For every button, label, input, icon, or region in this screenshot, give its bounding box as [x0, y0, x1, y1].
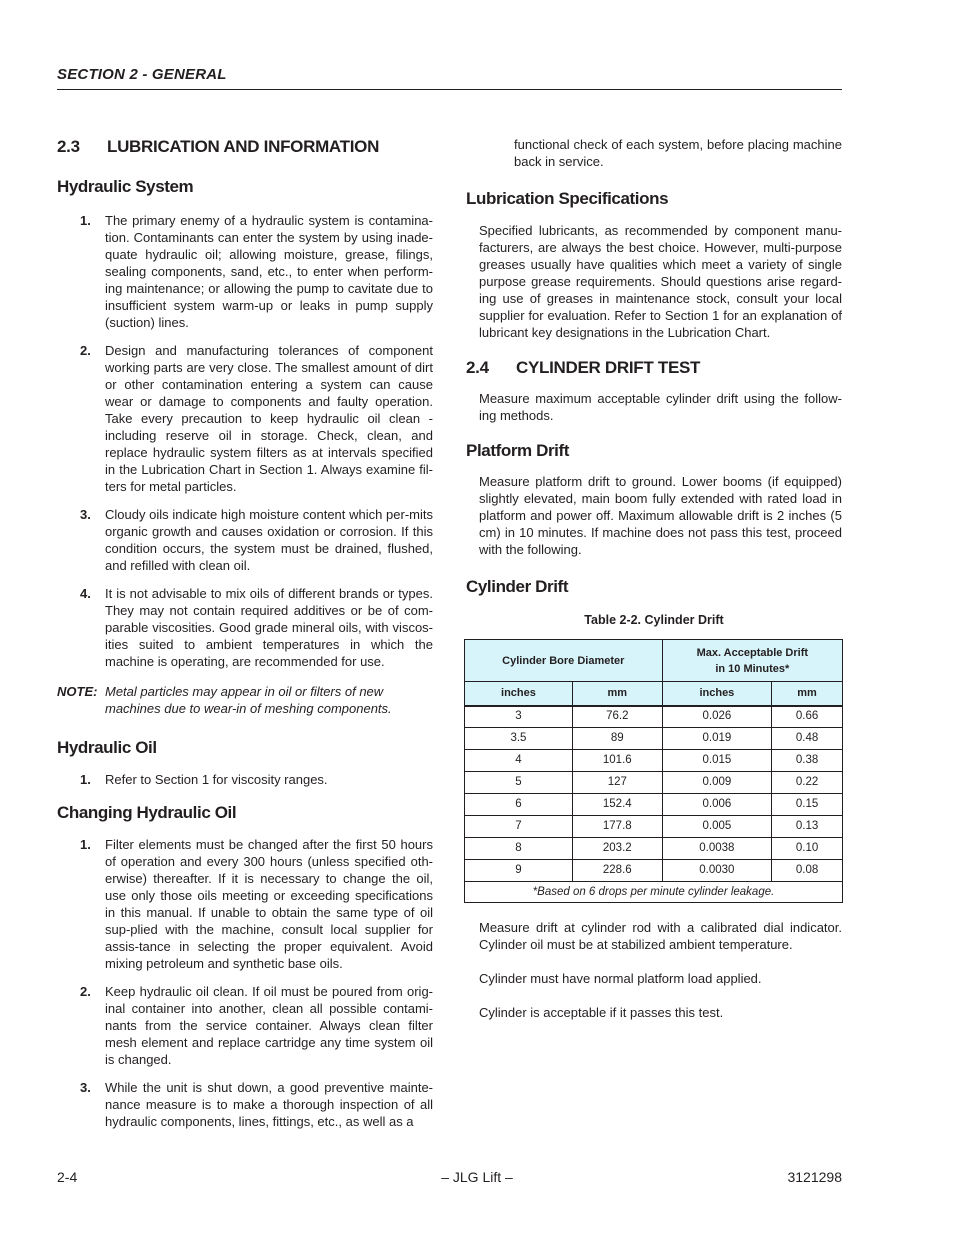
- cylinder-drift-table: [464, 639, 843, 903]
- column-header: mm: [772, 682, 843, 706]
- list-item: [57, 585, 433, 670]
- cylinder-drift-paragraph: Measure drift at cylinder rod with a calibrated dial indicator. Cylinder oil must be at stabilized ambient temperature.: [479, 920, 842, 952]
- table-cell: 0.0030: [662, 860, 772, 882]
- item-text: While the unit is shut down, a good preventive mainte-nance measure is to make a thorough inspection of all hydraulic components, lines, fittings, etc., as well as a: [105, 1080, 433, 1129]
- section-title: CYLINDER DRIFT TEST: [516, 358, 701, 377]
- section-title: LUBRICATION AND INFORMATION: [107, 137, 380, 156]
- item-text: Design and manufacturing tolerances of component working parts are very close. The smallest amount of dirt or other contamination entering a system can cause wear or damage to components and faulty operation. Take every precaution to keep hydraulic oil clean - including reserve oil in storage. Check, clean, and replace hydraulic system filters as at intervals specified in the Lubrication Chart in Section 1. Always examine fil-ters for metal particles.: [105, 343, 433, 494]
- platform-drift-heading: Platform Drift: [466, 441, 570, 460]
- table-cell: 3.5: [465, 728, 573, 750]
- table-cell: 0.66: [772, 706, 843, 728]
- table-cell: 0.005: [662, 816, 772, 838]
- section-2-3-heading: [57, 136, 433, 158]
- item-number: 1.: [80, 837, 91, 852]
- column-header: mm: [572, 682, 662, 706]
- section-2-4-heading: [466, 357, 842, 379]
- table-row: [465, 816, 843, 838]
- table-cell: 7: [465, 816, 573, 838]
- table-cell: 203.2: [572, 838, 662, 860]
- item-number: 1.: [80, 213, 91, 228]
- cylinder-drift-heading: Cylinder Drift: [466, 577, 569, 596]
- page-number: 2-4: [57, 1169, 78, 1185]
- item-text: Refer to Section 1 for viscosity ranges.: [105, 772, 328, 787]
- list-item: [57, 212, 433, 331]
- right-column: [466, 136, 842, 1021]
- item-number: 2.: [80, 343, 91, 358]
- table-cell: 0.48: [772, 728, 843, 750]
- list-item: [57, 983, 433, 1068]
- table-row: [465, 794, 843, 816]
- table-cell: 0.10: [772, 838, 843, 860]
- table-row: [465, 728, 843, 750]
- item-number: 2.: [80, 984, 91, 999]
- table-cell: 6: [465, 794, 573, 816]
- table-cell: 0.13: [772, 816, 843, 838]
- table-cell: 3: [465, 706, 573, 728]
- table-cell: 0.019: [662, 728, 772, 750]
- table-cell: 0.38: [772, 750, 843, 772]
- table-footnote: *Based on 6 drops per minute cylinder leakage.: [465, 882, 843, 903]
- note-label: NOTE:: [57, 684, 98, 699]
- list-item: [57, 836, 433, 972]
- item-text: Filter elements must be changed after the first 50 hours of operation and every 300 hours (unless specified oth-erwise) thereafter. If it is necessary to change the oil, use only those oils meeting or exceeding specifications in this manual. If unable to obtain the same type of oil sup-plied with the machine, consult local supplier for assis-tance in selecting the proper equivalent. Avoid mixing petroleum and synthetic base oils.: [105, 837, 433, 971]
- header-rule: [57, 89, 842, 90]
- footer-brand: – JLG Lift –: [441, 1169, 513, 1185]
- list-item: [57, 506, 433, 574]
- lubrication-specifications-heading: Lubrication Specifications: [466, 189, 669, 208]
- platform-drift-text: Measure platform drift to ground. Lower booms (if equipped) slightly elevated, main boom fully extended with rated load in platform and power off. Maximum allowable drift is 2 inches (5 cm) in 10 minutes. If machine does not pass this test, proceed with the following.: [479, 474, 842, 557]
- max-drift-header: [662, 640, 842, 682]
- continued-text: functional check of each system, before placing machine back in service.: [514, 137, 842, 169]
- table-row: [465, 750, 843, 772]
- table-cell: 0.0038: [662, 838, 772, 860]
- table-cell: 0.22: [772, 772, 843, 794]
- table-footnote-row: [465, 882, 843, 903]
- max-drift-header-line1: Max. Acceptable Drift: [696, 646, 809, 659]
- item-text: It is not advisable to mix oils of different brands or types. They may not contain required additives or be of com-parable viscosities. Good grade mineral oils, with viscos-ities suited to ambient temperatures in which the machine is operating, are recommended for use.: [105, 586, 433, 669]
- table-cell: 0.015: [662, 750, 772, 772]
- hydraulic-oil-heading: Hydraulic Oil: [57, 738, 157, 757]
- hydraulic-system-heading: Hydraulic System: [57, 177, 194, 196]
- max-drift-header-line2: in 10 Minutes*: [715, 662, 790, 675]
- lubrication-specifications-text: Specified lubricants, as recommended by component manu-facturers, are always the best choice. However, multi-purpose greases usually have qualities which meet a variety of single purpose grease requirements. Should questions arise regard-ing use of greases in maintenance stock, consult your local supplier for evaluation. Refer to Section 1 for an explanation of lubricant key designations in the Lubrication Chart.: [479, 223, 842, 340]
- table-cell: 8: [465, 838, 573, 860]
- table-cell: 0.006: [662, 794, 772, 816]
- table-cell: 0.15: [772, 794, 843, 816]
- item-text: The primary enemy of a hydraulic system is contamina-tion. Contaminants can enter the system by using inade-quate hydraulic oil; allowing moisture, grease, filings, sealing components, sand, etc., to enter when perform-ing maintenance; or allowing the pump to cavitate due to insufficient system warm-up or leaks in pump supply (suction) lines.: [105, 213, 433, 330]
- list-item: [57, 771, 433, 788]
- table-cell: 101.6: [572, 750, 662, 772]
- table-cell: 5: [465, 772, 573, 794]
- table-caption: Table 2-2. Cylinder Drift: [584, 613, 724, 627]
- table-row: [465, 860, 843, 882]
- item-number: 3.: [80, 507, 91, 522]
- table-cell: 9: [465, 860, 573, 882]
- note: [57, 683, 433, 717]
- table-cell: 0.026: [662, 706, 772, 728]
- item-number: 1.: [80, 772, 91, 787]
- table-cell: 89: [572, 728, 662, 750]
- table-header-row: [465, 640, 843, 682]
- item-number: 4.: [80, 586, 91, 601]
- list-item: [57, 342, 433, 495]
- table-cell: 0.08: [772, 860, 843, 882]
- changing-hydraulic-oil-heading: Changing Hydraulic Oil: [57, 803, 237, 822]
- section-number: 2.4: [466, 358, 489, 377]
- cylinder-drift-intro: Measure maximum acceptable cylinder drift using the follow-ing methods.: [479, 391, 842, 423]
- document-number: 3121298: [787, 1169, 842, 1185]
- table-cell: 152.4: [572, 794, 662, 816]
- table-row: [465, 706, 843, 728]
- table-cell: 4: [465, 750, 573, 772]
- table-cell: 76.2: [572, 706, 662, 728]
- item-text: Cloudy oils indicate high moisture content which per-mits organic growth and causes oxidation or corrosion. If this condition occurs, the system must be drained, flushed, and refilled with clean oil.: [105, 507, 433, 573]
- section-number: 2.3: [57, 137, 80, 156]
- section-header: SECTION 2 - GENERAL: [57, 66, 227, 83]
- column-header: inches: [662, 682, 772, 706]
- cylinder-drift-paragraph: Cylinder must have normal platform load applied.: [479, 971, 762, 986]
- table-cell: 0.009: [662, 772, 772, 794]
- cylinder-drift-paragraph: Cylinder is acceptable if it passes this test.: [479, 1005, 724, 1020]
- table-cell: 228.6: [572, 860, 662, 882]
- bore-diameter-header: Cylinder Bore Diameter: [465, 640, 663, 682]
- table-row: [465, 772, 843, 794]
- list-item: [57, 1079, 433, 1130]
- table-cell: 127: [572, 772, 662, 794]
- item-text: Keep hydraulic oil clean. If oil must be poured from orig-inal container into another, clean all possible contami-nants from the service container. Always clean filter mesh element and replace cartridge any time system oil is changed.: [105, 984, 433, 1067]
- table-subheader-row: [465, 682, 843, 706]
- table-row: [465, 838, 843, 860]
- note-text: Metal particles may appear in oil or filters of new machines due to wear-in of meshing components.: [105, 684, 392, 716]
- left-column: [57, 136, 433, 1130]
- table-cell: 177.8: [572, 816, 662, 838]
- item-number: 3.: [80, 1080, 91, 1095]
- column-header: inches: [465, 682, 573, 706]
